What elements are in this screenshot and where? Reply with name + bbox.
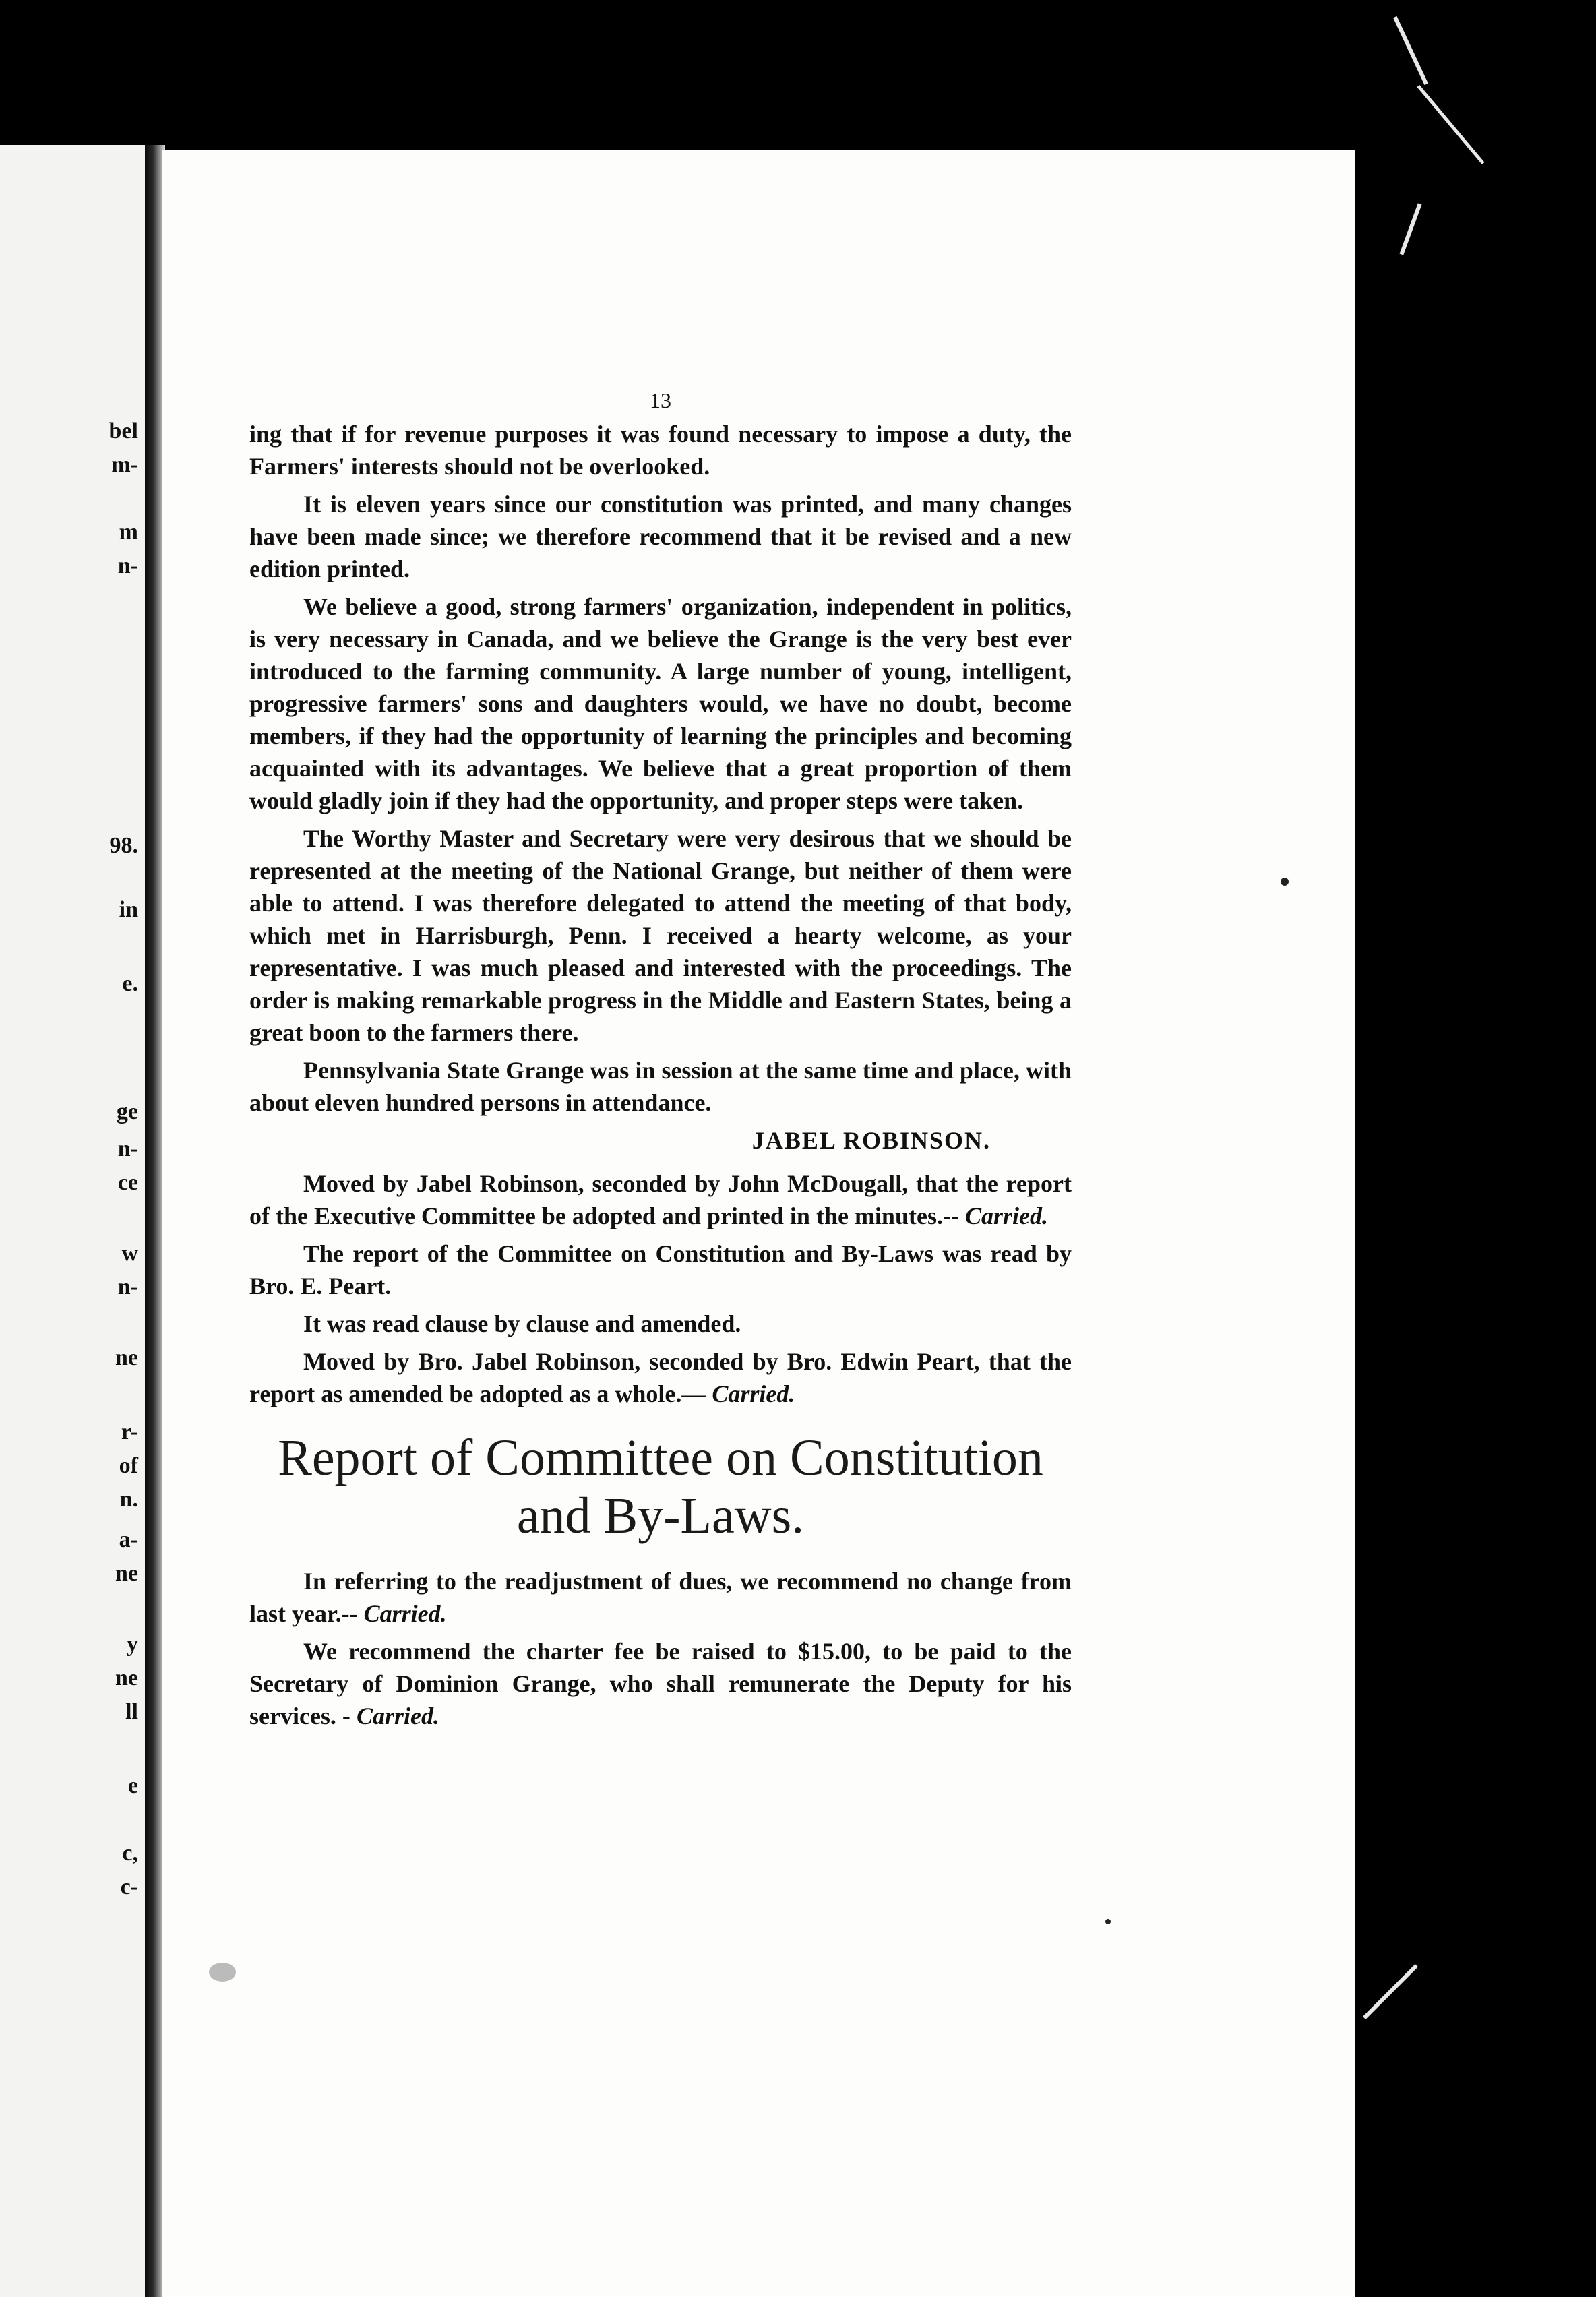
heading-line-1: Report of Committee on Constitution: [278, 1430, 1043, 1486]
facing-page-fragment: of: [119, 1453, 138, 1478]
motion-adopt-amended: [249, 1345, 1072, 1410]
paragraph-constitution-printing: It is eleven years since our constitution was printed, and many changes have been made since; we therefore recommend that it be revised and a new edition printed.: [249, 491, 1072, 582]
scan-scratch: [1393, 16, 1428, 85]
page-number: 13: [650, 388, 671, 412]
paragraph-revenue-duty: ing that if for revenue purposes it was found necessary to impose a duty, the Farmers' interests should not be overlooked.: [249, 421, 1072, 480]
scan-speck: [1105, 1919, 1111, 1924]
carried-label: Carried.: [356, 1703, 439, 1729]
facing-page-fragment: bel: [109, 419, 138, 443]
paragraph-national-grange: The Worthy Master and Secretary were very desirous that we should be represented at the meeting of the National Grange, but neither of them were able to attend. I was therefore delegated to attend the meeting of that body, which met in Harrisburgh, Penn. I received a hearty welcome, as your representative. I was much pleased and interested with the proceedings. The order is making remarkable progress in the Middle and Eastern States, being a great boon to the farmers there.: [249, 825, 1072, 1046]
facing-page-fragment: 98.: [109, 833, 138, 858]
facing-page-fragment: m: [119, 520, 138, 545]
scan-scratch: [1363, 1964, 1418, 2019]
carried-label: Carried.: [712, 1380, 795, 1407]
paragraph-farmers-organization: We believe a good, strong farmers' organization, independent in politics, is very necessary in Canada, and we believe the Grange is the very best ever introduced to the farming community. A large number of young, intelligent, progressive farmers' sons and daughters would, we have no doubt, become members, if they had the opportunity of learning the principles and becoming acquainted with its advantages. We believe that a great proportion of them would gladly join if they had the opportunity, and proper steps were taken.: [249, 593, 1072, 814]
report-text: We recommend the charter fee be raised to $15.00, to be paid to the Secretary of Dominion Grange, who shall remunerate the Deputy for his services. -: [249, 1638, 1072, 1729]
carried-label: Carried.: [363, 1600, 447, 1627]
paragraph-committee-report-read: The report of the Committee on Constitution and By-Laws was read by Bro. E. Peart.: [249, 1240, 1072, 1299]
motion-text: Moved by Jabel Robinson, seconded by John McDougall, that the report of the Executive Committee be adopted and printed in the minutes.--: [249, 1170, 1072, 1229]
report-text: In referring to the readjustment of dues, we recommend no change from last year.--: [249, 1568, 1072, 1627]
facing-page-fragment: y: [127, 1632, 138, 1657]
facing-page-fragment: n-: [117, 553, 138, 578]
facing-page-fragment: r-: [121, 1419, 138, 1444]
motion-text: Moved by Bro. Jabel Robinson, seconded by Bro. Edwin Peart, that the report as amended be adopted as a whole.—: [249, 1348, 1072, 1407]
motion-executive-report: [249, 1167, 1072, 1232]
scan-smudge: [209, 1963, 236, 1982]
heading-line-2: and By-Laws.: [516, 1488, 805, 1544]
facing-page-fragment: n.: [119, 1487, 138, 1512]
facing-page-text-fragments: [0, 145, 145, 2297]
report-dues: [249, 1565, 1072, 1630]
facing-page-fragment: a-: [119, 1527, 138, 1552]
facing-page-fragment: ge: [116, 1099, 138, 1124]
facing-page-fragment: c,: [122, 1841, 138, 1866]
facing-page-fragment: c-: [120, 1874, 138, 1899]
section-heading: [249, 1429, 1072, 1545]
facing-page-fragment: m-: [111, 452, 138, 477]
facing-page-fragment: ne: [115, 1561, 138, 1586]
document-page: [162, 150, 1355, 2297]
scan-scratch: [1400, 203, 1422, 255]
scan-speck: [1281, 878, 1289, 886]
facing-page-fragment: ne: [115, 1345, 138, 1370]
carried-label: Carried.: [964, 1202, 1048, 1229]
facing-page-fragment: w: [121, 1241, 138, 1266]
page-content: [249, 384, 1072, 1738]
scan-scratch: [1417, 85, 1484, 164]
facing-page-fragment: e.: [122, 971, 138, 996]
signature: JABEL ROBINSON.: [751, 1127, 991, 1154]
facing-page-fragment: n-: [117, 1136, 138, 1161]
facing-page-fragment: ne: [115, 1665, 138, 1690]
report-charter-fee: [249, 1635, 1072, 1732]
paragraph-pennsylvania-grange: Pennsylvania State Grange was in session at the same time and place, with about eleven hundred persons in attendance.: [249, 1057, 1072, 1116]
paragraph-clause-by-clause: It was read clause by clause and amended.: [303, 1310, 741, 1337]
facing-page-fragment: in: [119, 897, 138, 922]
facing-page: [0, 145, 145, 2297]
facing-page-fragment: e: [127, 1773, 138, 1798]
facing-page-fragment: ce: [117, 1170, 138, 1195]
facing-page-fragment: ll: [125, 1699, 138, 1724]
facing-page-fragment: n-: [117, 1275, 138, 1299]
